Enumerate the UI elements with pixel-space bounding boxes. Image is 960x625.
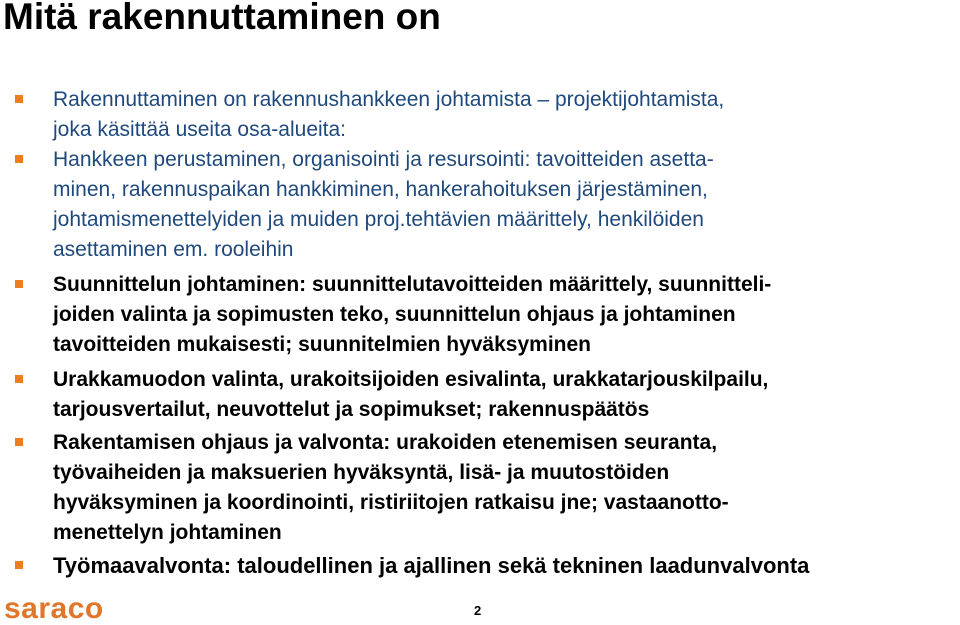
bullet-text [53, 85, 953, 145]
bullet-text [53, 365, 953, 425]
bullet-line: Rakentamisen ohjaus ja valvonta: urakoiden etenemisen seuranta, [53, 431, 718, 454]
bullet-line: minen, rakennuspaikan hankkiminen, hankerahoituksen järjestäminen, [53, 178, 708, 201]
bullet-marker [15, 95, 23, 103]
bullet-marker [15, 438, 23, 446]
bullet-line: menettelyn johtaminen [53, 521, 282, 544]
page-number: 2 [474, 603, 482, 618]
bullet-text [53, 428, 953, 548]
bullet-line: Rakennuttaminen on rakennushankkeen johtamista – projektijohtamista, [53, 88, 725, 111]
bullet-line: Suunnittelun johtaminen: suunnittelutavoitteiden määrittely, suunnitteli- [53, 273, 772, 296]
bullet-text [53, 145, 953, 265]
saraco-logo: saraco [4, 592, 104, 625]
bullet-marker [15, 375, 23, 383]
bullet-marker [15, 561, 23, 569]
bullet-line: Hankkeen perustaminen, organisointi ja resursointi: tavoitteiden asetta- [53, 148, 714, 171]
slide-title: Mitä rakennuttaminen on [3, 0, 441, 37]
bullet-line: Urakkamuodon valinta, urakoitsijoiden esivalinta, urakkatarjouskilpailu, [53, 368, 769, 391]
bullet-marker [15, 280, 23, 288]
bullet-line: joka käsittää useita osa-alueita: [53, 118, 347, 141]
bullet-text [53, 270, 953, 360]
bullet-line: työvaiheiden ja maksuerien hyväksyntä, lisä- ja muutostöiden [53, 461, 670, 484]
bullet-marker [15, 155, 23, 163]
bullet-line: tavoitteiden mukaisesti; suunnitelmien hyväksyminen [53, 333, 591, 356]
bullet-line: asettaminen em. rooleihin [53, 238, 294, 261]
bullet-line: tarjousvertailut, neuvottelut ja sopimukset; rakennuspäätös [53, 398, 650, 421]
bullet-line: johtamismenettelyiden ja muiden proj.tehtävien määrittely, henkilöiden [53, 208, 704, 231]
bullet-line: joiden valinta ja sopimusten teko, suunnittelun ohjaus ja johtaminen [53, 303, 736, 326]
bullet-line: hyväksyminen ja koordinointi, ristiriitojen ratkaisu jne; vastaanotto- [53, 491, 729, 514]
bullet-text [53, 551, 953, 581]
bullet-line: Työmaavalvonta: taloudellinen ja ajallinen sekä tekninen laadunvalvonta [53, 553, 810, 578]
